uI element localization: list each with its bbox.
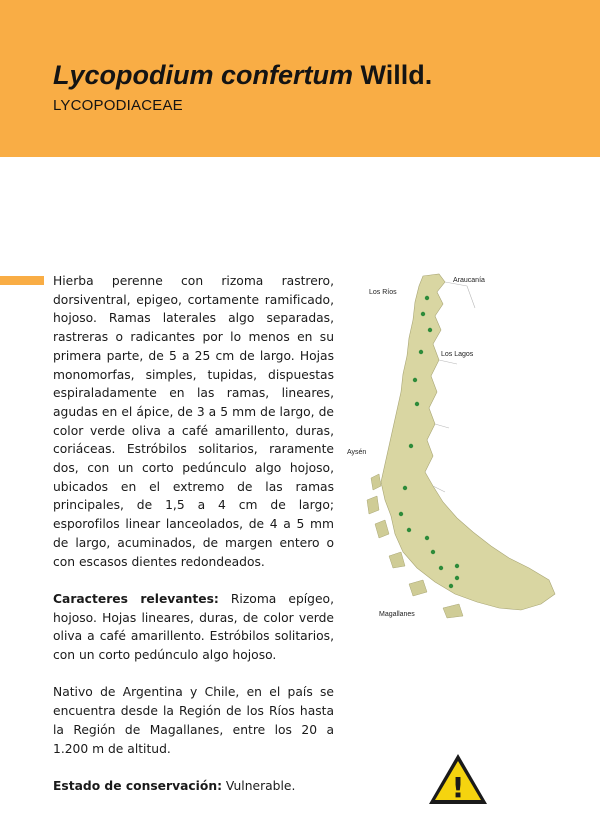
occurrence-dot bbox=[419, 350, 423, 354]
species-author: Willd. bbox=[360, 60, 433, 90]
occurrence-dot bbox=[413, 378, 417, 382]
conservation-status-label: Estado de conservación: bbox=[53, 778, 223, 793]
relevant-characters-paragraph bbox=[53, 590, 334, 665]
header-band bbox=[0, 0, 600, 157]
map-land bbox=[381, 274, 555, 610]
distribution-paragraph: Nativo de Argentina y Chile, en el país se encuentra desde la Región de los Ríos hasta la Región de Magallanes, entre los 20 a 1.200 m de altitud. bbox=[53, 685, 334, 756]
occurrence-dot bbox=[425, 296, 429, 300]
occurrence-dot bbox=[449, 584, 453, 588]
occurrence-dot bbox=[415, 402, 419, 406]
section-marker bbox=[0, 276, 44, 285]
occurrence-dot bbox=[407, 528, 411, 532]
occurrence-dot bbox=[431, 550, 435, 554]
occurrence-dot bbox=[428, 328, 432, 332]
region-label-los-rios: Los Ríos bbox=[369, 289, 397, 296]
distribution-map bbox=[345, 268, 560, 628]
map-border-line bbox=[433, 282, 475, 492]
warning-glyph: ! bbox=[451, 771, 465, 804]
occurrence-dot bbox=[425, 536, 429, 540]
warning-icon bbox=[427, 752, 489, 806]
conservation-status bbox=[53, 777, 334, 796]
occurrence-dot bbox=[421, 312, 425, 316]
occurrence-dot bbox=[455, 576, 459, 580]
region-label-magallanes: Magallanes bbox=[379, 611, 415, 618]
family-name: LYCOPODIACEAE bbox=[53, 97, 183, 114]
conservation-status-value: Vulnerable. bbox=[222, 778, 296, 793]
species-name: Lycopodium confertum bbox=[53, 60, 354, 90]
page-title bbox=[53, 60, 432, 91]
region-label-araucania: Araucanía bbox=[453, 277, 485, 284]
relevant-characters-label: Caracteres relevantes: bbox=[53, 591, 219, 606]
region-label-los-lagos: Los Lagos bbox=[441, 351, 474, 358]
description-paragraph: Hierba perenne con rizoma rastrero, dorsiventral, epigeo, cortamente ramificado, hojoso. Ramas laterales algo separadas, rastreras o radicantes por lo menos en su primera parte, de 5 a 25 cm de largo. Hojas monomorfas, simples, tupidas, dispuestas espiraladamente en las ramas, lineares, agudas en el ápice, de 3 a 5 mm de largo, de color verde oliva a café amarillento, duras, coriáceas. Estróbilos solitarios, raramente dos, con un corto pedúnculo algo hojoso, ubicados en el extremo de las ramas principales, de 1,5 a 4 cm de largo; esporofilos linear lanceolados, de 4 a 5 mm de largo, acuminados, de margen entero o con escasos dientes redondeados. bbox=[53, 274, 334, 569]
occurrence-dot bbox=[439, 566, 443, 570]
occurrence-dot bbox=[455, 564, 459, 568]
occurrence-dot bbox=[399, 512, 403, 516]
occurrence-dot bbox=[409, 444, 413, 448]
region-label-aysen: Aysén bbox=[347, 449, 367, 456]
relevant-characters-text: Rizoma epígeo, hojoso. Hojas lineares, duras, de color verde oliva a café amarillento. Estróbilos solitarios, con un corto pedúnculo algo hojoso. bbox=[53, 591, 334, 663]
occurrence-dot bbox=[403, 486, 407, 490]
species-description bbox=[53, 272, 334, 814]
